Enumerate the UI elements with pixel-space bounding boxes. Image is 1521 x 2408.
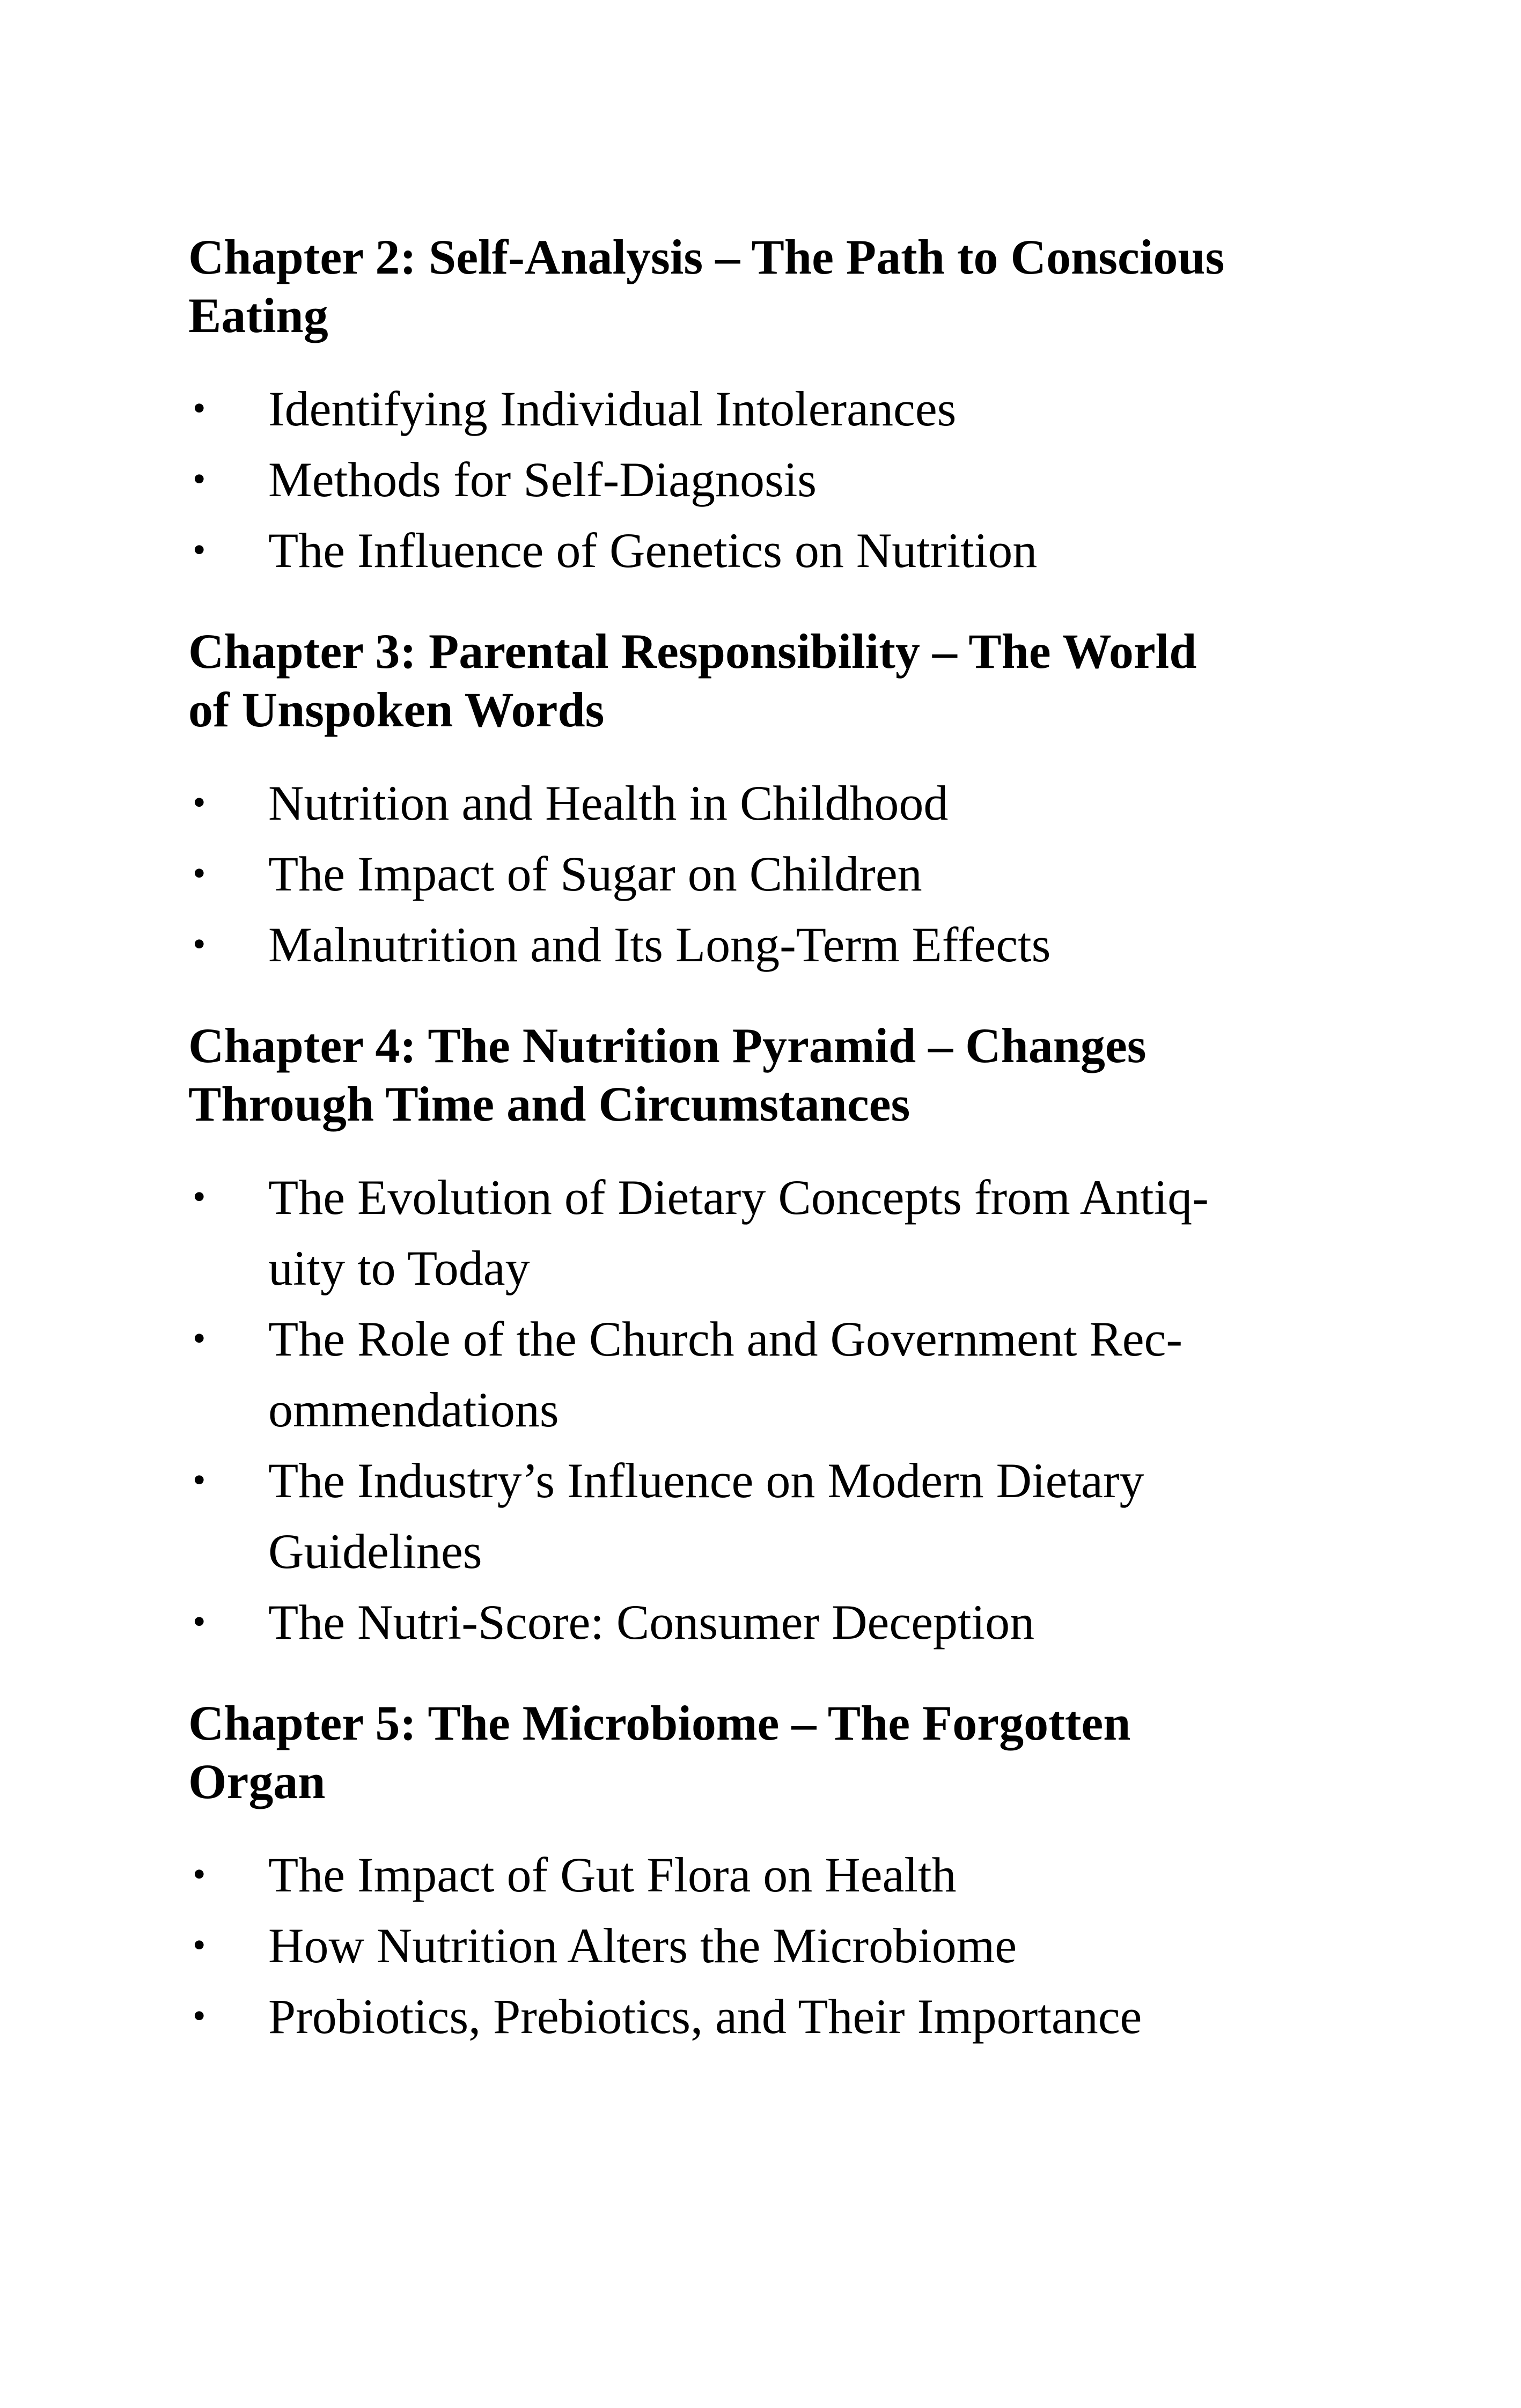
chapter-3-title-line-1: Chapter 3: Parental Responsibility – The World: [188, 624, 1197, 679]
list-item: [188, 1910, 1304, 1981]
chapter-4-title-line-2: Through Time and Circumstances: [188, 1077, 910, 1131]
bullet-icon: •: [193, 1995, 206, 2037]
chapter-2-title-line-1: Chapter 2: Self-Analysis – The Path to Conscious: [188, 230, 1225, 284]
list-item: [188, 1839, 1304, 1910]
list-item-text: Methods for Self-Diagnosis: [268, 452, 817, 507]
list-item-text: The Influence of Genetics on Nutrition: [268, 523, 1038, 578]
bullet-icon: •: [193, 459, 206, 500]
chapter-5-title-line-2: Organ: [188, 1754, 326, 1809]
list-item: [188, 838, 1304, 909]
bullet-icon: •: [193, 1318, 206, 1359]
chapter-4-section: [188, 1017, 1304, 1658]
chapter-4-title: [188, 1017, 1304, 1133]
chapter-2-title: [188, 228, 1304, 345]
list-item: [188, 1981, 1304, 2052]
chapter-3-section: [188, 622, 1304, 980]
chapter-3-topic-list: [188, 768, 1304, 980]
chapter-4-topic-list: [188, 1162, 1304, 1658]
bullet-icon: •: [193, 924, 206, 965]
list-item-text-line-1: The Industry’s Influence on Modern Dietary: [268, 1453, 1144, 1508]
bullet-icon: •: [193, 1176, 206, 1218]
list-item-text: Malnutrition and Its Long-Term Effects: [268, 917, 1051, 972]
list-item: [188, 444, 1304, 515]
chapter-3-title-line-2: of Unspoken Words: [188, 682, 605, 737]
list-item-text: The Nutri-Score: Consumer Deception: [268, 1595, 1035, 1649]
chapter-2-title-line-2: Eating: [188, 288, 328, 343]
list-item: [188, 1162, 1304, 1304]
bullet-icon: •: [193, 782, 206, 823]
list-item-text: Nutrition and Health in Childhood: [268, 776, 949, 830]
chapter-5-title: [188, 1694, 1304, 1811]
list-item-text-line-2: ommendations: [268, 1382, 559, 1437]
chapter-5-topic-list: [188, 1839, 1304, 2052]
list-item-text: The Impact of Sugar on Children: [268, 846, 922, 901]
list-item-text: How Nutrition Alters the Microbiome: [268, 1918, 1017, 1973]
chapter-2-section: [188, 228, 1304, 586]
bullet-icon: •: [193, 529, 206, 571]
bullet-icon: •: [193, 388, 206, 429]
bullet-icon: •: [193, 1460, 206, 1501]
chapter-5-title-line-1: Chapter 5: The Microbiome – The Forgotten: [188, 1696, 1131, 1750]
bullet-icon: •: [193, 853, 206, 894]
bullet-icon: •: [193, 1925, 206, 1966]
list-item: [188, 768, 1304, 838]
list-item-text-line-2: uity to Today: [268, 1241, 530, 1295]
list-item: [188, 1587, 1304, 1658]
list-item-text-line-1: The Evolution of Dietary Concepts from Antiq-: [268, 1170, 1209, 1225]
list-item-text-line-2: Guidelines: [268, 1524, 482, 1579]
list-item-text: Identifying Individual Intolerances: [268, 381, 957, 436]
bullet-icon: •: [193, 1854, 206, 1895]
chapter-3-title: [188, 622, 1304, 739]
list-item: [188, 909, 1304, 980]
chapter-2-topic-list: [188, 373, 1304, 586]
list-item-text-line-1: The Role of the Church and Government Rec-: [268, 1312, 1183, 1366]
list-item-text: Probiotics, Prebiotics, and Their Importance: [268, 1989, 1142, 2044]
list-item: [188, 515, 1304, 586]
table-of-contents: [188, 228, 1304, 2088]
list-item: [188, 1304, 1304, 1445]
chapter-4-title-line-1: Chapter 4: The Nutrition Pyramid – Changes: [188, 1018, 1147, 1073]
list-item: [188, 1445, 1304, 1587]
bullet-icon: •: [193, 1601, 206, 1643]
list-item-text: The Impact of Gut Flora on Health: [268, 1847, 957, 1902]
chapter-5-section: [188, 1694, 1304, 2052]
list-item: [188, 373, 1304, 444]
